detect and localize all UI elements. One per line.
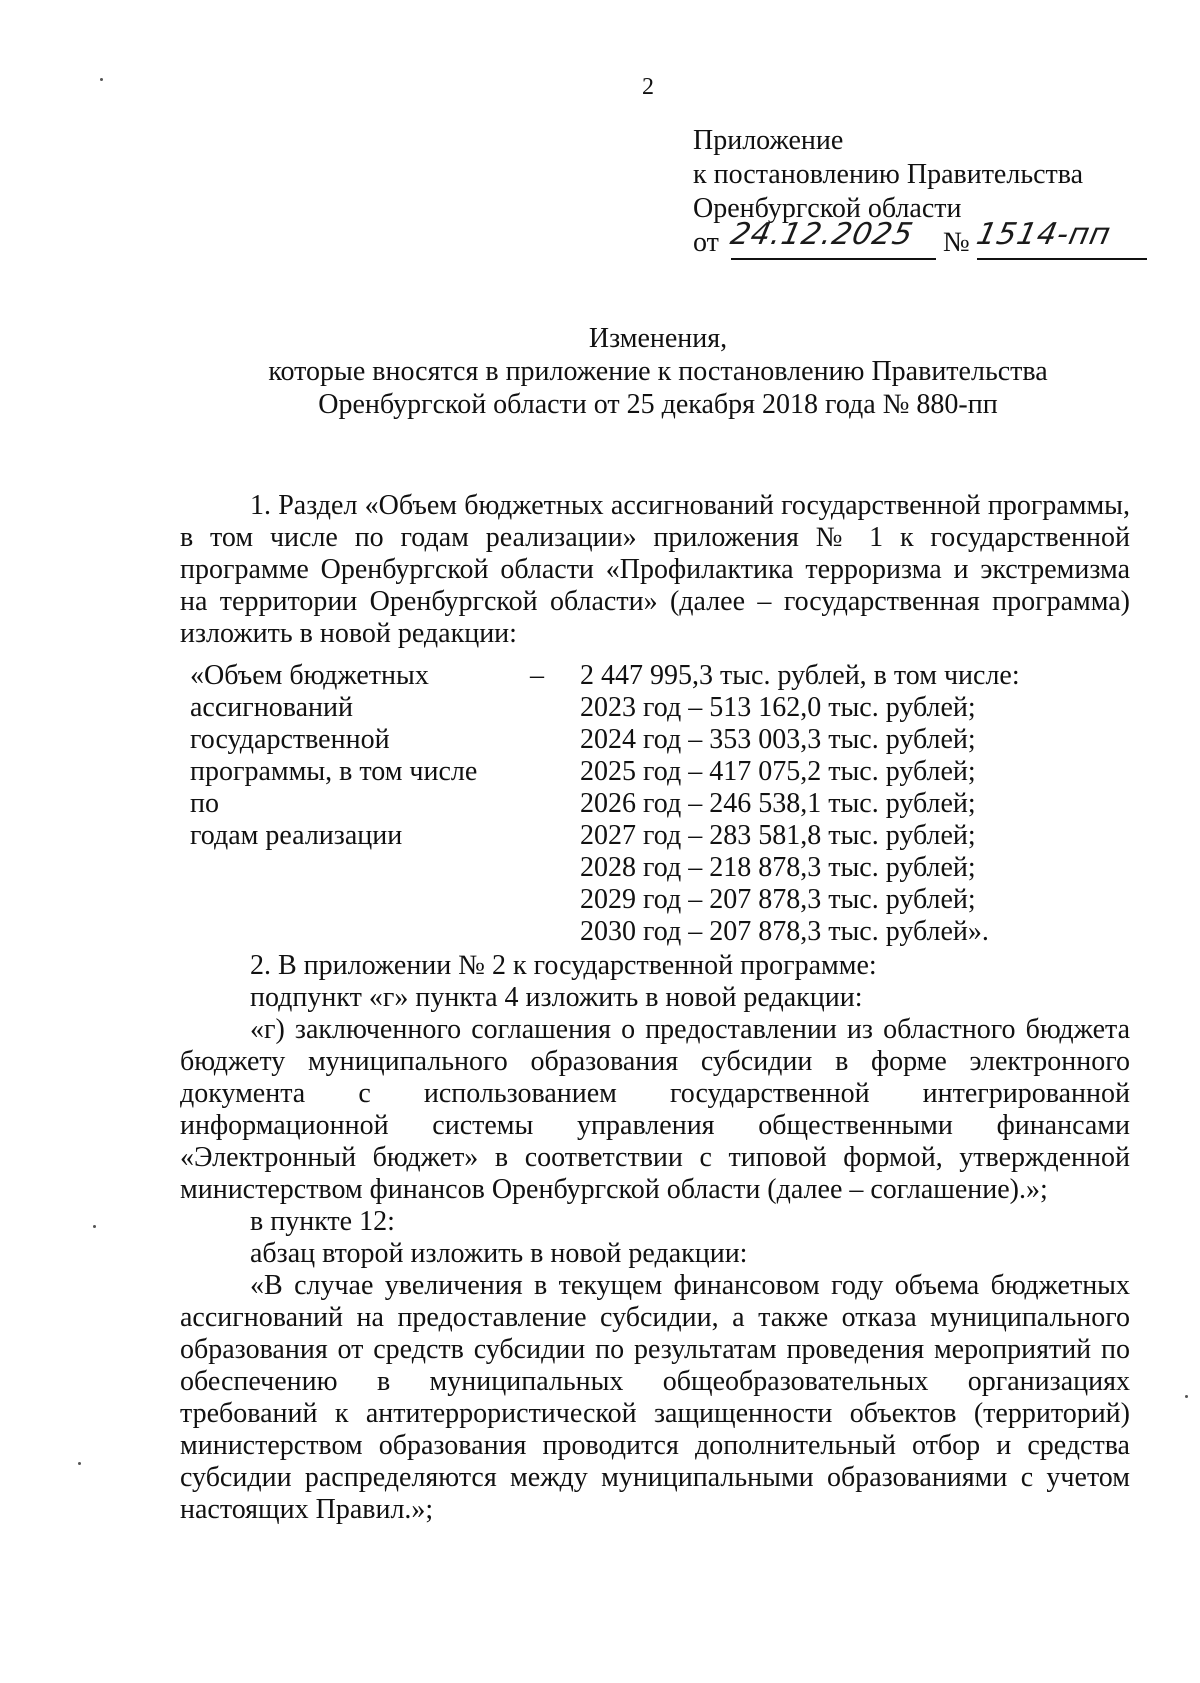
item-2 bbox=[180, 950, 1130, 1526]
funding-label-line: программы, в том числе по bbox=[190, 756, 478, 819]
item-1-paragraph: 1. Раздел «Объем бюджетных ассигнований государственной программы, в том числе по годам реализации» приложения № 1 к государственной программе Оренбургской области «Профилактика терроризма и экстремизма на территории Оренбургской области» (далее – государственная программа) изложить в новой редакции: bbox=[180, 490, 1130, 649]
item-2-quote-g: «г) заключенного соглашения о предоставлении из областного бюджета бюджету муниципального образования субсидии в форме электронного документа с использованием государственной интегрированной информационной системы управления общественными финансами «Электронный бюджет» в соответствии с типовой формой, утвержденной министерством финансов Оренбургской области (далее – соглашение).»; bbox=[180, 1014, 1130, 1205]
funding-values bbox=[580, 660, 1020, 948]
item-2-line-2: подпункт «г» пункта 4 изложить в новой редакции: bbox=[250, 982, 863, 1013]
number-underline bbox=[977, 258, 1147, 260]
funding-label-line: государственной bbox=[190, 724, 390, 755]
handwritten-date: 24.12.2025 bbox=[727, 217, 917, 252]
funding-label-line: «Объем бюджетных bbox=[190, 660, 429, 691]
scan-speck bbox=[100, 78, 103, 81]
funding-label-line: ассигнований bbox=[190, 692, 353, 723]
funding-year-row: 2027 год – 283 581,8 тыс. рублей; bbox=[580, 820, 976, 851]
heading-line-2: которые вносятся в приложение к постановлению Правительства bbox=[268, 356, 1048, 387]
funding-dash: – bbox=[530, 660, 544, 691]
scan-speck bbox=[78, 1462, 81, 1465]
date-underline bbox=[731, 258, 936, 260]
item-2-quote-abzac: «В случае увеличения в текущем финансовом году объема бюджетных ассигнований на предоставление субсидии, а также отказа муниципального образования от средств субсидии по результатам проведения мероприятий по обеспечению в муниципальных общеобразовательных организациях требований к антитеррористической защищенности объектов (территорий) министерством образования проводится дополнительный отбор и средства субсидии распределяются между муниципальными образованиями с учетом настоящих Правил.»; bbox=[180, 1270, 1130, 1525]
item-2-line-4: абзац второй изложить в новой редакции: bbox=[250, 1238, 748, 1269]
appendix-block bbox=[693, 124, 1115, 266]
item-1 bbox=[180, 490, 1130, 650]
funding-year-row: 2028 год – 218 878,3 тыс. рублей; bbox=[580, 852, 976, 883]
funding-total: 2 447 995,3 тыс. рублей, в том числе: bbox=[580, 660, 1020, 691]
funding-year-row: 2024 год – 353 003,3 тыс. рублей; bbox=[580, 724, 976, 755]
item-2-line-3: в пункте 12: bbox=[250, 1206, 395, 1237]
scan-speck bbox=[93, 1225, 96, 1228]
heading-line-3: Оренбургской области от 25 декабря 2018 года № 880-пп bbox=[318, 389, 998, 420]
document-heading bbox=[58, 322, 1200, 421]
appendix-line-3: Оренбургской области bbox=[693, 193, 962, 224]
funding-year-row: 2030 год – 207 878,3 тыс. рублей». bbox=[580, 916, 989, 947]
appendix-date-number-line bbox=[693, 217, 1115, 266]
number-sign: № bbox=[943, 227, 970, 258]
handwritten-number: 1514-пп bbox=[973, 217, 1115, 252]
item-2-line-1: 2. В приложении № 2 к государственной программе: bbox=[250, 950, 877, 981]
appendix-line-2: к постановлению Правительства bbox=[693, 159, 1084, 190]
appendix-line-1: Приложение bbox=[693, 125, 844, 156]
heading-line-1: Изменения, bbox=[588, 323, 728, 354]
ot-prefix: от bbox=[693, 227, 719, 258]
funding-year-row: 2023 год – 513 162,0 тыс. рублей; bbox=[580, 692, 976, 723]
page-number: 2 bbox=[642, 74, 654, 100]
funding-label bbox=[190, 660, 510, 852]
scan-speck bbox=[1185, 1395, 1188, 1398]
funding-year-row: 2029 год – 207 878,3 тыс. рублей; bbox=[580, 884, 976, 915]
funding-year-row: 2025 год – 417 075,2 тыс. рублей; bbox=[580, 756, 976, 787]
funding-year-row: 2026 год – 246 538,1 тыс. рублей; bbox=[580, 788, 976, 819]
funding-label-line: годам реализации bbox=[190, 820, 403, 851]
